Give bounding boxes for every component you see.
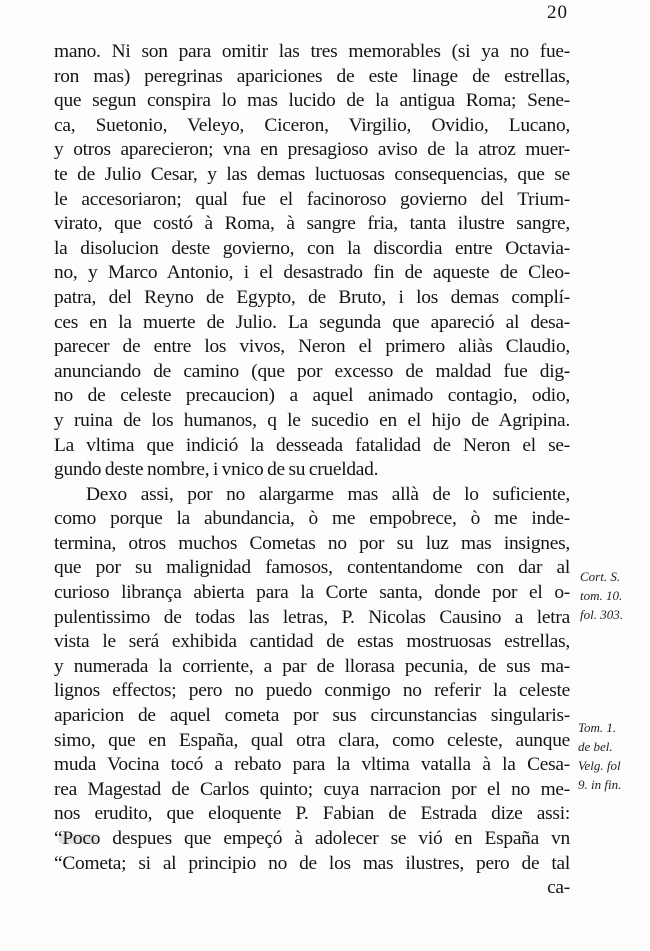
text-line: rea Magestad de Carlos quinto; cuya narracion por el no me- [54,778,570,800]
marginal-note-causino [580,567,623,624]
text-line: termina, otros muchos Cometas no por su luz mas insignes, [54,532,570,554]
marginal-note-line: 9. in fin. [578,777,622,792]
text-line: parecer de entre los vivos, Neron el primero aliàs Claudio, [54,336,570,358]
text-line: mano. Ni son para omitir las tres memorables (si ya no fue- [54,41,570,62]
text-line: lignos effectos; pero no puedo conmigo no referir la celeste [54,680,570,702]
text-line: que segun conspira lo mas lucido de la antigua Roma; Sene- [54,90,570,112]
text-line: ca, Suetonio, Veleyo, Ciceron, Virgilio, Ovidio, Lucano, [54,114,570,136]
quote-line: “Poco despues que empeçó à adolecer se vió en España vn [54,828,570,849]
text-line: aparicion de aquel cometa por sus circunstancias singularis- [54,705,570,727]
marginal-note-line: Tom. 1. [578,720,617,735]
text-line: patra, del Reyno de Egypto, de Bruto, i los demas complí- [54,286,570,308]
marginal-note-line: fol. 303. [580,607,623,622]
body-text [54,40,570,901]
text-line: te de Julio Cesar, y las demas luctuosas consequencias, que se [54,163,570,185]
text-line: gundo deste nombre, i vnico de su crueldad. [54,459,379,481]
text-line: y ruina de los humanos, q le sucedio en el hijo de Agripina. [54,409,570,431]
page-number: 20 [547,2,568,23]
marginal-note-line: de bel. [578,739,613,754]
text-line: y numerada la corriente, a par de llorasa pecunia, de sus ma- [54,655,570,677]
text-line: La vltima que indició la desseada fatalidad de Neron el se- [54,434,570,456]
ink-smudge [58,834,98,844]
text-line: simo, que en España, qual otra clara, como celeste, aunque [54,729,570,751]
text-line: y otros aparecieron; vna en presagioso aviso de la atroz muer- [54,139,570,161]
text-line: ces en la muerte de Julio. La segunda que apareció al desa- [54,311,570,333]
text-line: la disolucion deste govierno, con la discordia entre Octavia- [54,237,570,259]
text-line: le accesoriaron; qual fue el facinoroso govierno del Trium- [54,188,570,210]
text-line: no, y Marco Antonio, i el desastrado fin de aqueste de Cleo- [54,262,570,284]
text-line: no de celeste precaucion) a aquel animado contagio, odio, [54,385,570,407]
catchword: ca- [547,877,570,899]
text-line: anunciando de camino (que por excesso de maldad fue dig- [54,360,570,382]
paragraph-start-line: Dexo assi, por no alargarme mas allà de lo suficiente, [86,483,570,505]
marginal-note-line: Velg. fol [578,758,621,773]
marginal-note-estrada [578,718,621,794]
text-line: como porque la abundancia, ò me empobrece, ò me inde- [54,508,570,530]
text-line: ron mas) peregrinas apariciones de este linage de estrellas, [54,65,570,87]
quote-line: “Cometa; si al principio no de los mas ilustres, pero de tal [54,852,570,874]
marginal-note-line: Cort. S. [580,569,621,584]
text-line: vista le será exhibida cantidad de estas mostruosas estrellas, [54,631,570,653]
text-line: muda Vocina tocó a rebato para la vltima vatalla à la Cesa- [54,754,570,776]
text-line: pulentissimo de todas las letras, P. Nicolas Causino a letra [54,606,570,628]
text-line: curioso librança abierta para la Corte santa, donde por el o- [54,582,570,604]
text-line: nos erudito, que eloquente P. Fabian de Estrada dize assi: [54,803,570,825]
text-line: que por su malignidad famosos, contentandome con dar al [54,557,570,579]
marginal-note-line: tom. 10. [580,588,623,603]
text-line: virato, que costó à Roma, à sangre fria, tanta ilustre sangre, [54,213,570,235]
